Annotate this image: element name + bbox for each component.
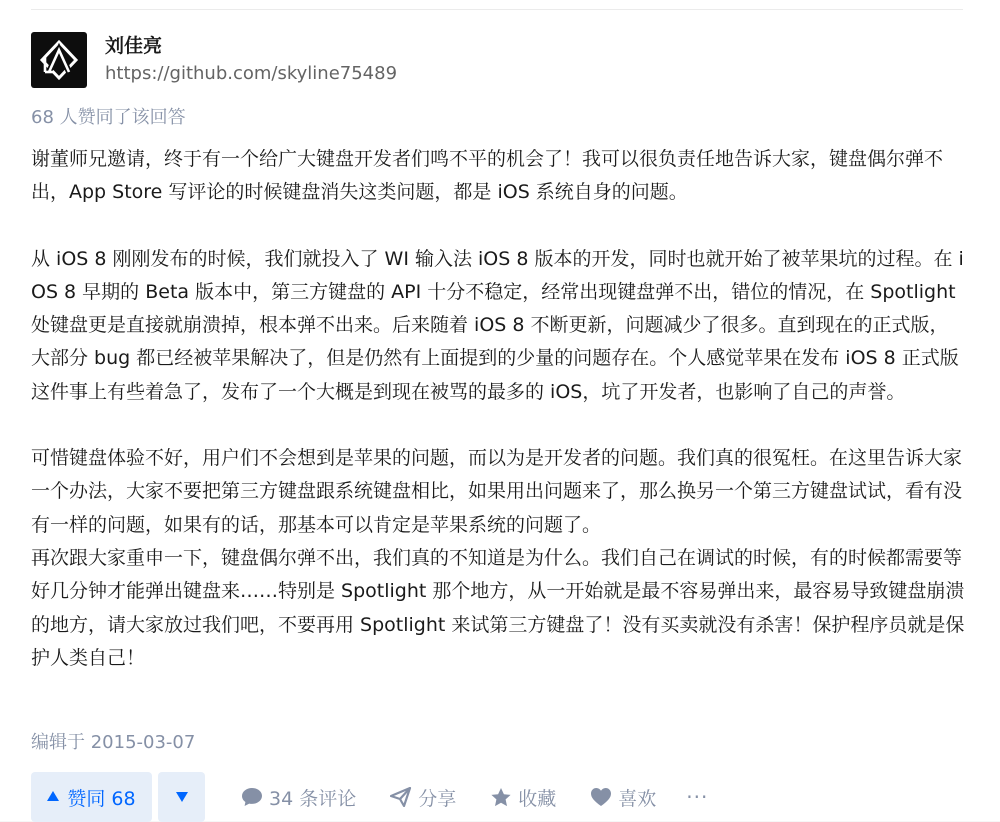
edit-time[interactable]: 编辑于 2015-03-07 — [31, 732, 196, 753]
triangle-up-icon — [47, 791, 59, 801]
share-button[interactable] — [390, 772, 456, 822]
avatar[interactable] — [31, 32, 87, 88]
collect-label: 收藏 — [518, 787, 557, 810]
upvote-label: 赞同 68 — [67, 787, 136, 810]
linkin-park-logo-icon — [31, 32, 87, 88]
paper-plane-icon — [390, 787, 412, 807]
like-button[interactable] — [590, 772, 656, 822]
comment-bubble-icon — [241, 787, 263, 807]
heart-icon — [590, 787, 612, 807]
author-name[interactable]: 刘佳亮 — [105, 35, 163, 57]
comments-label: 34 条评论 — [269, 787, 357, 810]
collect-button[interactable] — [490, 772, 556, 822]
paragraph: 可惜键盘体验不好，用户们不会想到是苹果的问题，而以为是开发者的问题。我们真的很冤枉。在这里告诉大家一个办法，大家不要把第三方键盘跟系统键盘相比，如果用出问题来了，那么换另一个第三方键盘试试，看有没有一样的问题，如果有的话，那基本可以肯定是苹果系统的问题了。 — [31, 447, 963, 536]
more-button[interactable] — [686, 772, 708, 822]
more-dots-icon: ··· — [686, 785, 709, 809]
paragraph: 谢董师兄邀请，终于有一个给广大键盘开发者们鸣不平的机会了！我可以很负责任地告诉大家，键盘偶尔弹不出，App Store 写评论的时候键盘消失这类问题，都是 iOS 系统自身的问题。 — [31, 148, 944, 204]
author-block — [31, 32, 397, 88]
comments-button[interactable] — [241, 772, 356, 822]
answer-content — [31, 143, 966, 675]
vote-summary[interactable]: 68 人赞同了该回答 — [31, 107, 186, 128]
triangle-down-icon — [176, 792, 188, 802]
author-info — [105, 32, 397, 86]
downvote-button[interactable] — [158, 772, 205, 822]
paragraph: 从 iOS 8 刚刚发布的时候，我们就投入了 WI 输入法 iOS 8 版本的开发，同时也就开始了被苹果坑的过程。在 iOS 8 早期的 Beta 版本中，第三方键盘的 API 十分不稳定，经常出现键盘弹不出，错位的情况，在 Spotlight 处键盘更是直接就崩溃掉，根本弹不出来。后来随着 iOS 8 不断更新，问题减少了很多。直到现在的正式版，大部分 bug 都已经被苹果解决了，但是仍然有上面提到的少量的问题存在。个人感觉苹果在发布 iOS 8 正式版这件事上有些着急了，发布了一个大概是到现在被骂的最多的 iOS，坑了开发者，也影响了自己的声誉。 — [31, 247, 964, 403]
divider — [31, 9, 963, 10]
like-label: 喜欢 — [618, 787, 657, 810]
share-label: 分享 — [418, 787, 457, 810]
action-bar — [31, 772, 708, 822]
upvote-button[interactable] — [31, 772, 152, 822]
star-icon — [490, 787, 512, 808]
author-bio: https://github.com/skyline75489 — [105, 63, 398, 84]
paragraph: 再次跟大家重申一下，键盘偶尔弹不出，我们真的不知道是为什么。我们自己在调试的时候，有的时候都需要等好几分钟才能弹出键盘来……特别是 Spotlight 那个地方，从一开始就是最不容易弹出来，最容易导致键盘崩溃的地方，请大家放过我们吧，不要再用 Spotlight 来试第三方键盘了！没有买卖就没有杀害！保护程序员就是保护人类自己！ — [31, 546, 965, 669]
